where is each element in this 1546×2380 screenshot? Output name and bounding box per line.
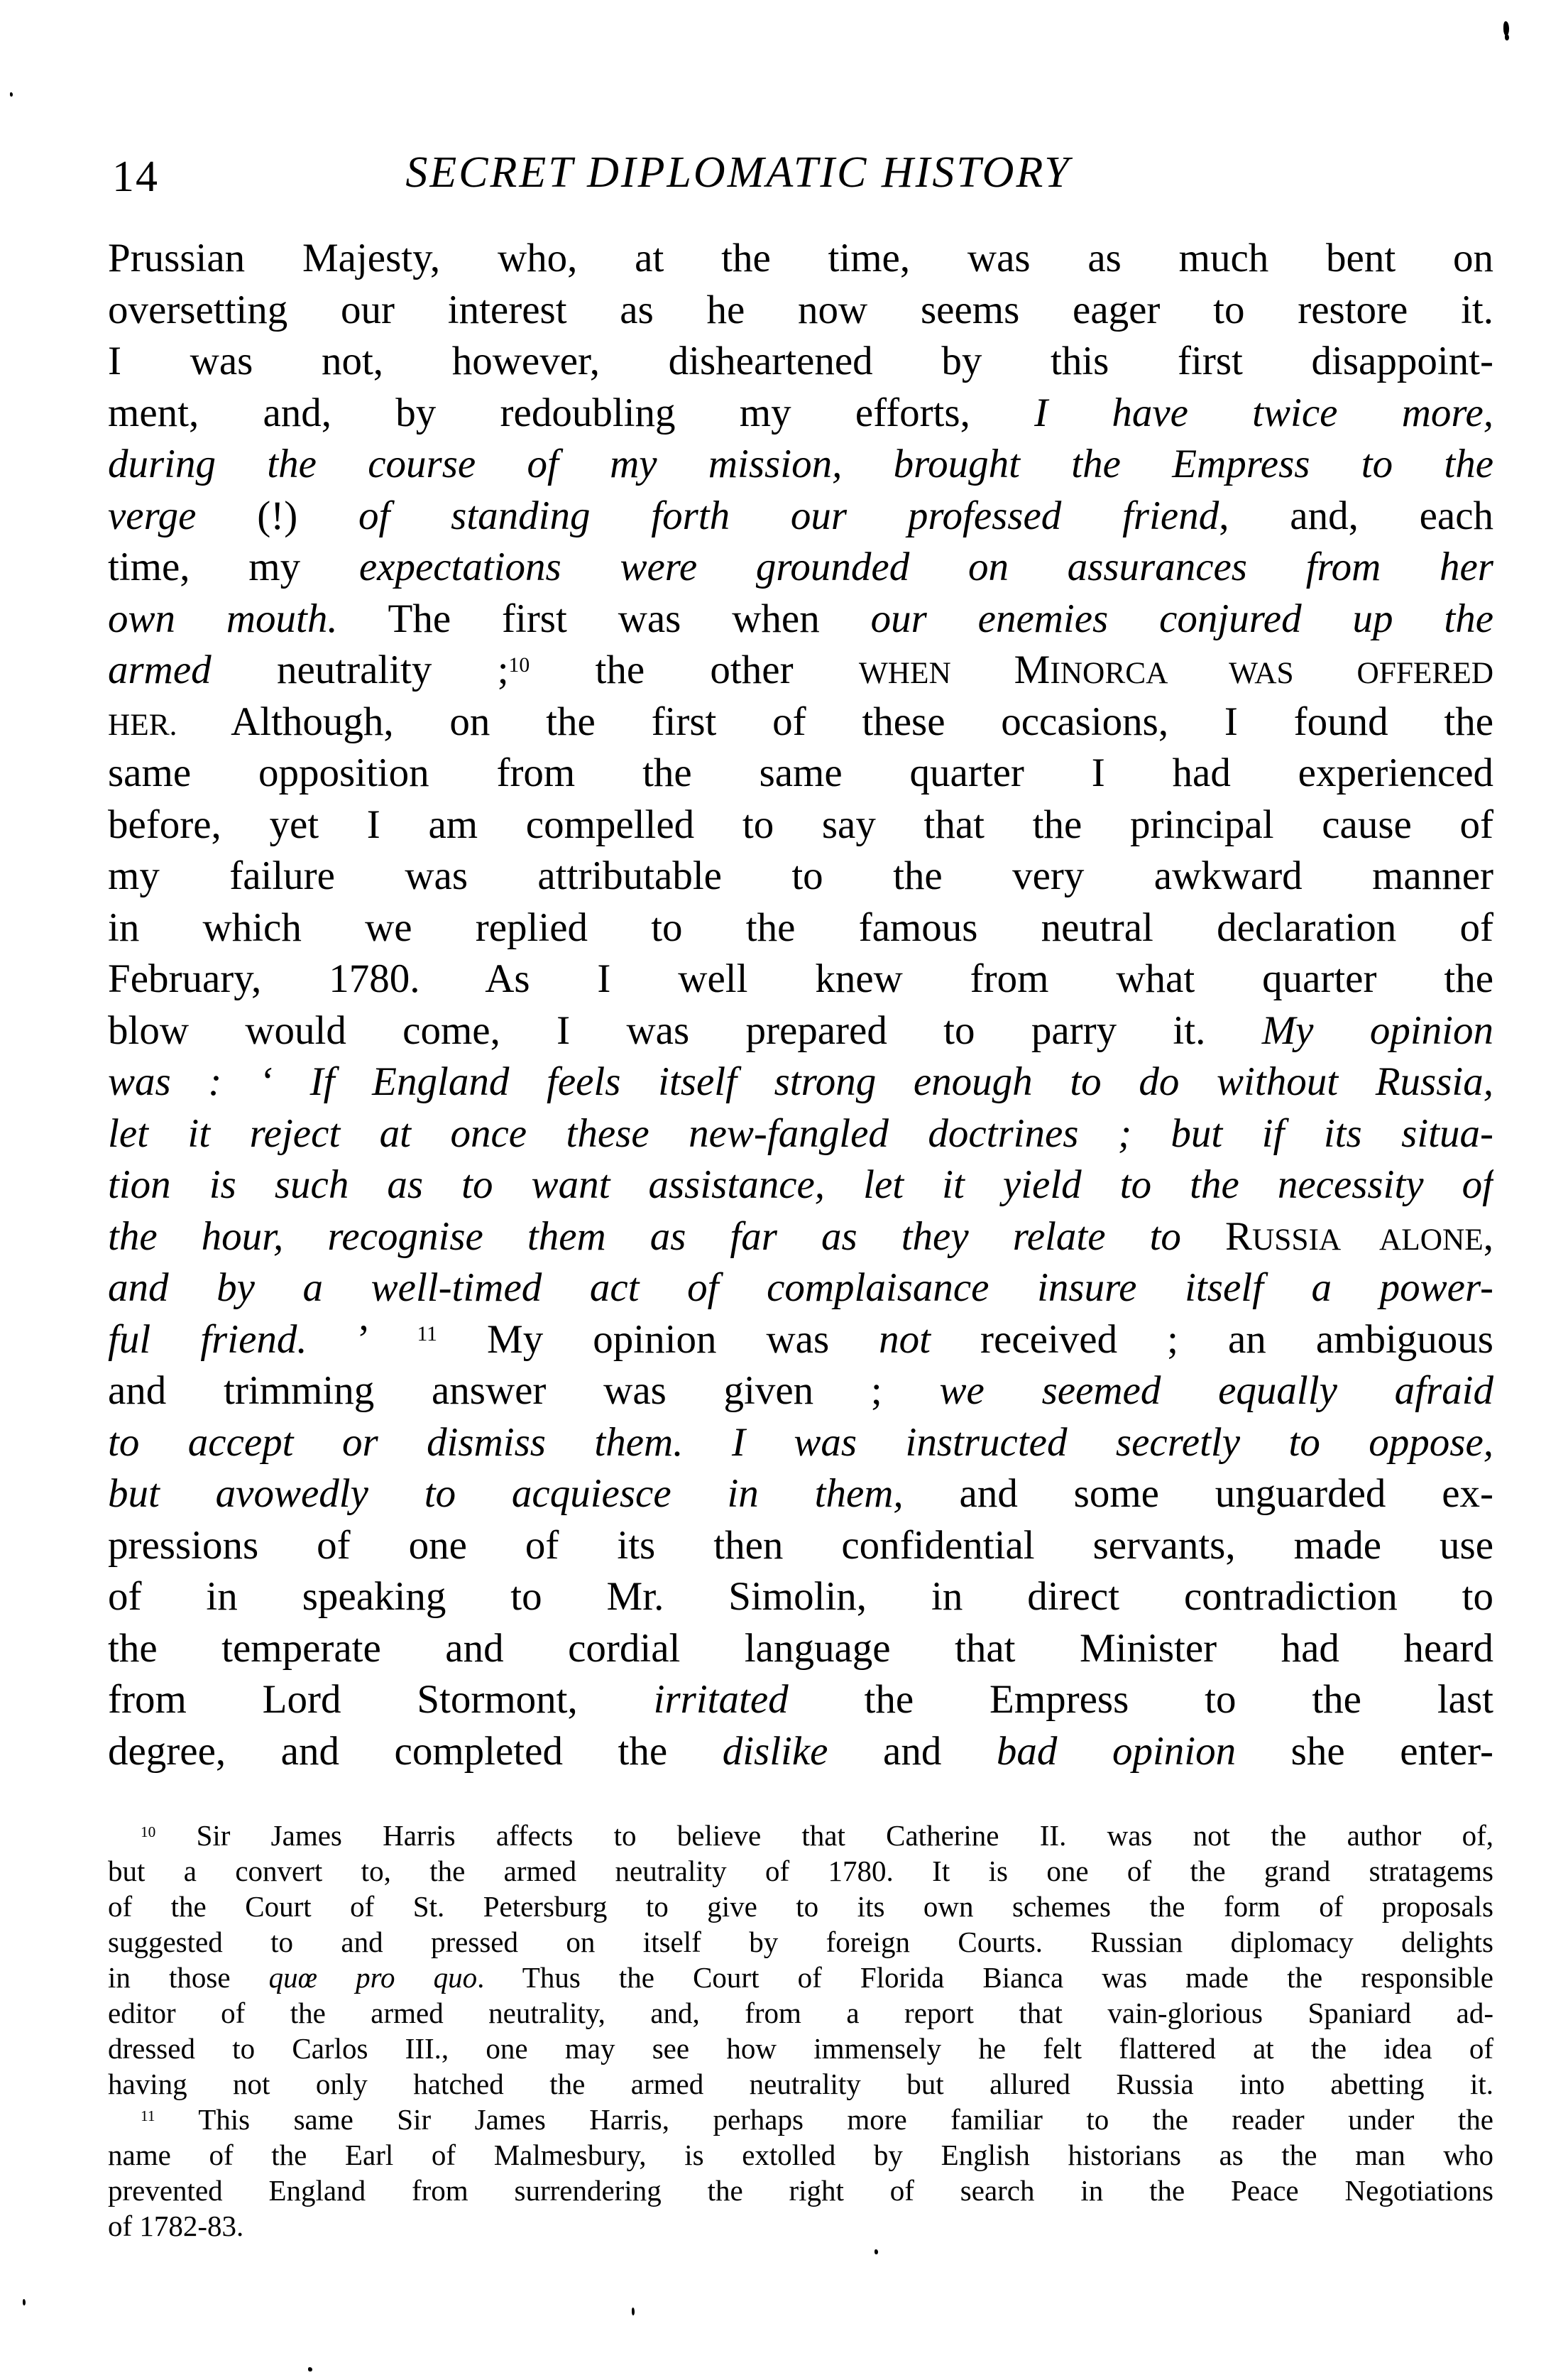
body-text-line-segment: our enemies conjured up the bbox=[870, 596, 1493, 641]
footnote-line-segment: This same Sir James Harris, perhaps more familiar to the reader under the bbox=[155, 2103, 1493, 2136]
body-text-line-segment: 11 bbox=[417, 1323, 437, 1346]
body-text-line bbox=[108, 1468, 1493, 1520]
body-text-line-segment: , and, each bbox=[1219, 493, 1493, 538]
body-text-line-segment bbox=[683, 1420, 731, 1465]
footnote-line-segment: having not only hatched the armed neutrality but allured Russia into abetting it. bbox=[108, 2068, 1493, 2100]
body-text-line-segment: dislike bbox=[722, 1728, 828, 1774]
body-text-line bbox=[108, 902, 1493, 954]
body-text-line-segment: neutrality ; bbox=[211, 648, 509, 692]
body-text-line-segment: HER. bbox=[108, 707, 177, 742]
body-text-line-segment: INORCA WAS OFFERED bbox=[1050, 656, 1493, 690]
body-text-line-segment: during the course of my mission, brought the Empress to the bbox=[108, 442, 1493, 486]
footnote-line bbox=[108, 1853, 1493, 1889]
footnote-line-segment: of 1782-83. bbox=[108, 2210, 244, 2242]
body-text-line-segment: received ; an ambiguous bbox=[931, 1316, 1493, 1362]
body-text-line-segment: Prussian Majesty, who, at the time, was as much bent on bbox=[108, 236, 1493, 280]
body-text-line-segment: same opposition from the same quarter I had experienced bbox=[108, 750, 1493, 795]
body-text-line-segment: she enter- bbox=[1236, 1728, 1493, 1774]
body-text-line-segment: I was not, however, disheartened by this first disappoint- bbox=[108, 339, 1493, 383]
body-text-line bbox=[108, 1365, 1493, 1417]
body-text-line-segment: my failure was attributable to the very awkward manner bbox=[108, 853, 1493, 898]
body-text-line-segment: expectations were grounded on assurances from her bbox=[358, 545, 1493, 589]
footnote-line-segment: but a convert to, the armed neutrality of 1780. It is one of the grand stratagems bbox=[108, 1855, 1493, 1887]
footnote-line bbox=[108, 1995, 1493, 2031]
body-text-line-segment: My opinion was bbox=[437, 1316, 879, 1362]
body-text-line bbox=[108, 1159, 1493, 1211]
ink-speck bbox=[1503, 21, 1509, 36]
footnote-line bbox=[108, 1924, 1493, 1960]
body-text-line-segment: of in speaking to Mr. Simolin, in direct contradiction to bbox=[108, 1574, 1493, 1619]
footnote-line-segment: dressed to Carlos III., one may see how immensely he felt flattered at the idea of bbox=[108, 2032, 1493, 2065]
ink-speck bbox=[632, 2308, 635, 2315]
footnote-line bbox=[108, 2173, 1493, 2208]
footnote-line bbox=[108, 2066, 1493, 2102]
body-text-line bbox=[108, 1108, 1493, 1160]
body-text-line bbox=[108, 1262, 1493, 1314]
body-text-line bbox=[108, 1057, 1493, 1108]
body-text-line-segment: ’ bbox=[307, 1316, 417, 1362]
body-text-line-segment: but avowedly to acquiesce in them, bbox=[108, 1471, 904, 1516]
body-text-line-segment: R bbox=[1224, 1213, 1252, 1259]
footnote-line bbox=[108, 1960, 1493, 1995]
body-text-line-segment: before, yet I am compelled to say that the principal cause of bbox=[108, 802, 1493, 847]
body-text-line-segment: from Lord Stormont, bbox=[108, 1677, 654, 1722]
page-header bbox=[106, 148, 1491, 204]
body-text-line-segment: February, 1780. As I well knew from what quarter the bbox=[108, 956, 1493, 1001]
body-text-line bbox=[108, 1520, 1493, 1572]
body-text-line-segment: and by a well-timed act of complaisance insure itself a power- bbox=[108, 1265, 1493, 1310]
running-header-title: SECRET DIPLOMATIC HISTORY bbox=[405, 148, 1071, 197]
body-text-line-segment: USSIA ALONE bbox=[1251, 1222, 1484, 1257]
footnotes-section bbox=[108, 1818, 1493, 2244]
body-text-line bbox=[108, 439, 1493, 491]
footnote-line-segment: 11 bbox=[141, 2107, 155, 2125]
body-text-line bbox=[108, 491, 1493, 542]
body-text-line bbox=[108, 1726, 1493, 1778]
body-text-line-segment: and trimming answer was given ; bbox=[108, 1368, 940, 1413]
body-text-line-segment: bad opinion bbox=[996, 1728, 1237, 1774]
footnote-line bbox=[108, 2137, 1493, 2173]
body-text-line bbox=[108, 285, 1493, 337]
body-text-line bbox=[108, 388, 1493, 440]
body-text-line bbox=[108, 645, 1493, 697]
ink-speck bbox=[308, 2367, 312, 2371]
body-text-line-segment: to accept or dismiss them. bbox=[108, 1419, 684, 1465]
body-text-line-segment: 10 bbox=[508, 653, 530, 677]
footnote-line bbox=[108, 1889, 1493, 1924]
body-text-line-segment: Although, on the first of these occasions, I found the bbox=[177, 699, 1493, 744]
body-text-line-segment: the other bbox=[530, 648, 859, 692]
body-text-line-segment: the Empress to the last bbox=[788, 1677, 1493, 1722]
body-text-line-segment: degree, and completed the bbox=[108, 1728, 723, 1774]
body-text-line-segment: blow would come, I was prepared to parry it. bbox=[108, 1008, 1262, 1053]
body-text-line-segment: tion is such as to want assistance, let it yield to the necessity of bbox=[108, 1162, 1493, 1207]
body-text-line bbox=[108, 594, 1493, 645]
body-text-line-segment: WHEN bbox=[858, 656, 1014, 690]
body-text-line bbox=[108, 1674, 1493, 1726]
body-text-line bbox=[108, 954, 1493, 1005]
body-text-line bbox=[108, 1005, 1493, 1057]
body-text-line-segment: irritated bbox=[653, 1677, 789, 1722]
body-text-line-segment: oversetting our interest as he now seems eager to restore it. bbox=[108, 287, 1493, 332]
body-text bbox=[108, 233, 1493, 1777]
body-text-line-segment: we seemed equally afraid bbox=[939, 1368, 1493, 1413]
body-text-line-segment: M bbox=[1014, 648, 1051, 692]
ink-speck bbox=[875, 2249, 878, 2254]
body-text-line-segment: and bbox=[828, 1728, 997, 1774]
body-text-line-segment: (!) bbox=[257, 493, 359, 538]
body-text-line-segment: own mouth. bbox=[108, 596, 338, 641]
body-text-line-segment: I have twice more, bbox=[1034, 390, 1493, 435]
page-number: 14 bbox=[112, 153, 159, 201]
body-text-line bbox=[108, 336, 1493, 388]
body-text-line-segment: the hour, recognise them as far as they relate to bbox=[108, 1213, 1225, 1259]
footnote-line-segment: Sir James Harris affects to believe that Catherine II. was not the author of, bbox=[155, 1819, 1493, 1852]
footnote-line-segment: . Thus the Court of Florida Bianca was made the responsible bbox=[477, 1961, 1493, 1994]
body-text-line bbox=[108, 1571, 1493, 1623]
body-text-line-segment: verge bbox=[108, 493, 258, 538]
footnote-line-segment: of the Court of St. Petersburg to give to its own schemes the form of proposals bbox=[108, 1890, 1493, 1923]
ink-speck bbox=[10, 92, 13, 97]
footnote-line bbox=[108, 1818, 1493, 1853]
ink-speck bbox=[23, 2299, 26, 2305]
footnote-line-segment: editor of the armed neutrality, and, from a report that vain-glorious Spaniard ad- bbox=[108, 1997, 1493, 2029]
footnote-line-segment: name of the Earl of Malmesbury, is extolled by English historians as the man who bbox=[108, 2139, 1493, 2171]
body-text-line bbox=[108, 697, 1493, 748]
footnote-line-segment: 10 bbox=[141, 1823, 156, 1841]
footnote-line-segment: prevented England from surrendering the right of search in the Peace Negotiations bbox=[108, 2174, 1493, 2207]
body-text-line-segment: the temperate and cordial language that Minister had heard bbox=[108, 1625, 1493, 1671]
body-text-line-segment: ment, and, by redoubling my efforts, bbox=[108, 390, 1035, 435]
body-text-line-segment: let it reject at once these new-fangled doctrines ; but if its situa- bbox=[108, 1110, 1493, 1156]
body-text-line-segment: , bbox=[1483, 1213, 1493, 1259]
body-text-line-segment: and some unguarded ex- bbox=[903, 1471, 1493, 1516]
body-text-line-segment: time, my bbox=[108, 545, 359, 589]
footnote-line bbox=[108, 2031, 1493, 2066]
footnote-line-segment: in those bbox=[108, 1961, 269, 1994]
body-text-line-segment: in which we replied to the famous neutral declaration of bbox=[108, 905, 1493, 950]
body-text-line bbox=[108, 542, 1493, 594]
footnote-line-segment: quœ pro quo bbox=[268, 1961, 478, 1994]
body-text-line bbox=[108, 1417, 1493, 1469]
body-text-line-segment: I was instructed secretly to oppose, bbox=[731, 1419, 1493, 1465]
body-text-line bbox=[108, 748, 1493, 799]
body-text-line bbox=[108, 1314, 1493, 1366]
body-text-line-segment: not bbox=[879, 1316, 931, 1362]
footnote-line-segment: suggested to and pressed on itself by foreign Courts. Russian diplomacy delights bbox=[108, 1926, 1493, 1958]
ink-speck bbox=[1505, 34, 1509, 40]
footnote-line bbox=[108, 2208, 1493, 2244]
body-text-line-segment: armed bbox=[108, 648, 212, 692]
body-text-line bbox=[108, 851, 1493, 902]
body-text-line-segment: ful friend. bbox=[108, 1316, 307, 1362]
body-text-line-segment: of standing forth our professed friend bbox=[358, 493, 1219, 538]
body-text-line bbox=[108, 1623, 1493, 1675]
body-text-line-segment: was : ‘ If England feels itself strong enough to do without Russia, bbox=[108, 1059, 1493, 1104]
body-text-line bbox=[108, 1211, 1493, 1263]
body-text-line bbox=[108, 799, 1493, 851]
body-text-line-segment: The first was when bbox=[337, 596, 871, 641]
body-text-line-segment: pressions of one of its then confidential servants, made use bbox=[108, 1522, 1493, 1568]
body-text-line bbox=[108, 233, 1493, 285]
body-text-line-segment: My opinion bbox=[1261, 1008, 1493, 1053]
footnote-line bbox=[108, 2102, 1493, 2137]
